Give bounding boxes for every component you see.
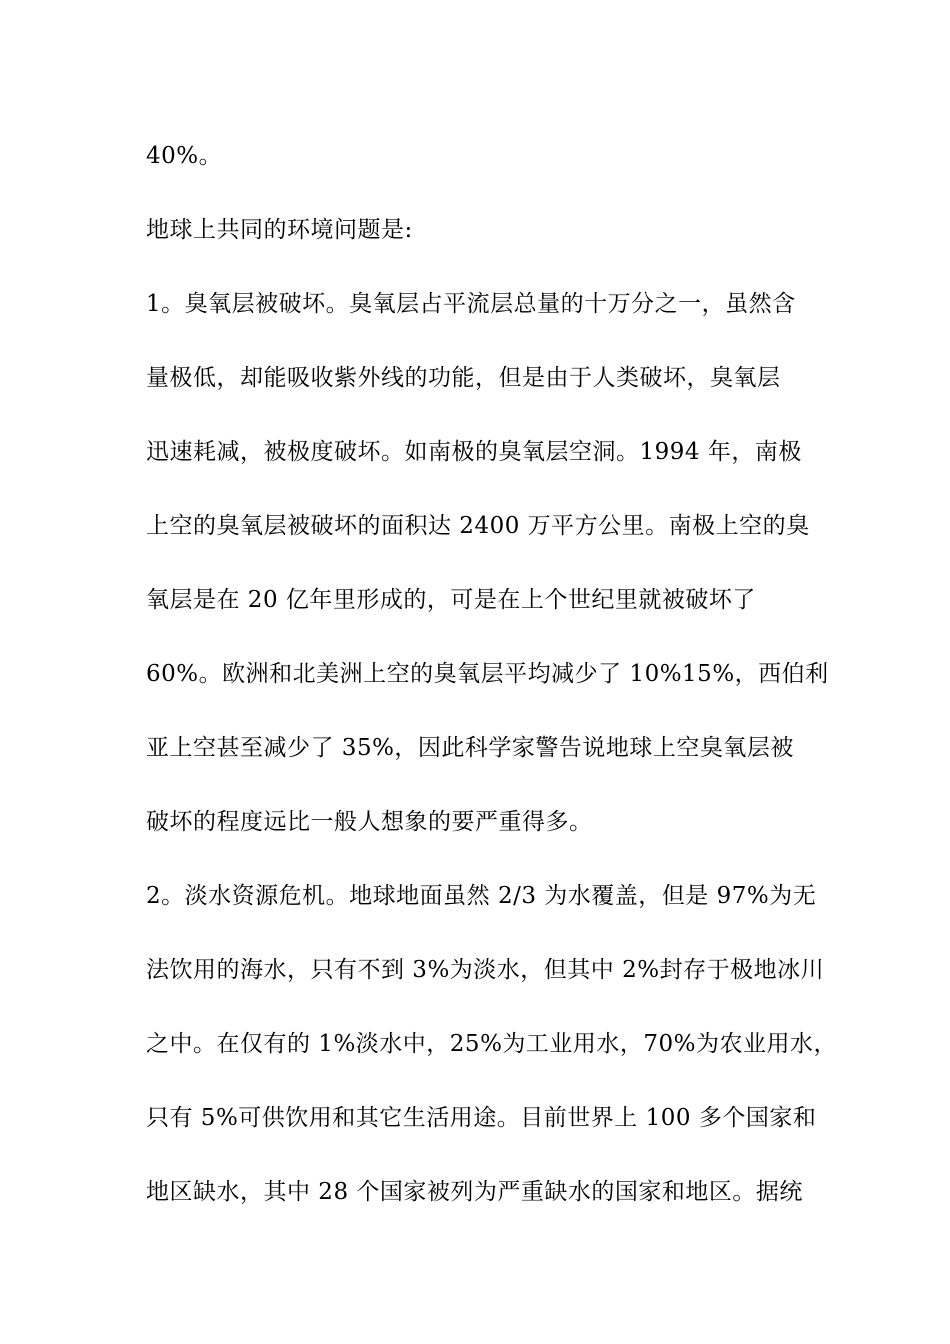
text-line: 只有 5%可供饮用和其它生活用途。目前世界上 100 多个国家和 xyxy=(146,1105,817,1131)
text-line: 1。臭氧层被破坏。臭氧层占平流层总量的十万分之一，虽然含 xyxy=(146,291,796,317)
text-line: 60%。欧洲和北美洲上空的臭氧层平均减少了 10%15%，西伯利 xyxy=(146,661,829,687)
text-line: 40%。 xyxy=(146,143,223,169)
text-line: 破坏的程度远比一般人想象的要严重得多。 xyxy=(146,809,593,835)
text-line: 之中。在仅有的 1%淡水中，25%为工业用水，70%为农业用水， xyxy=(146,1031,838,1057)
text-line: 迅速耗减，被极度破坏。如南极的臭氧层空洞。1994 年，南极 xyxy=(146,439,802,465)
text-line: 量极低，却能吸收紫外线的功能，但是由于人类破坏，臭氧层 xyxy=(146,365,781,391)
text-line: 氧层是在 20 亿年里形成的，可是在上个世纪里就被破坏了 xyxy=(146,587,756,613)
text-line: 2。淡水资源危机。地球地面虽然 2/3 为水覆盖，但是 97%为无 xyxy=(146,883,817,909)
text-line: 地球上共同的环境问题是: xyxy=(146,217,413,243)
text-line: 亚上空甚至减少了 35%，因此科学家警告说地球上空臭氧层被 xyxy=(146,735,794,761)
text-line: 地区缺水，其中 28 个国家被列为严重缺水的国家和地区。据统 xyxy=(146,1179,803,1205)
text-line: 法饮用的海水，只有不到 3%为淡水，但其中 2%封存于极地冰川 xyxy=(146,957,825,983)
text-line: 上空的臭氧层被破坏的面积达 2400 万平方公里。南极上空的臭 xyxy=(146,513,810,539)
